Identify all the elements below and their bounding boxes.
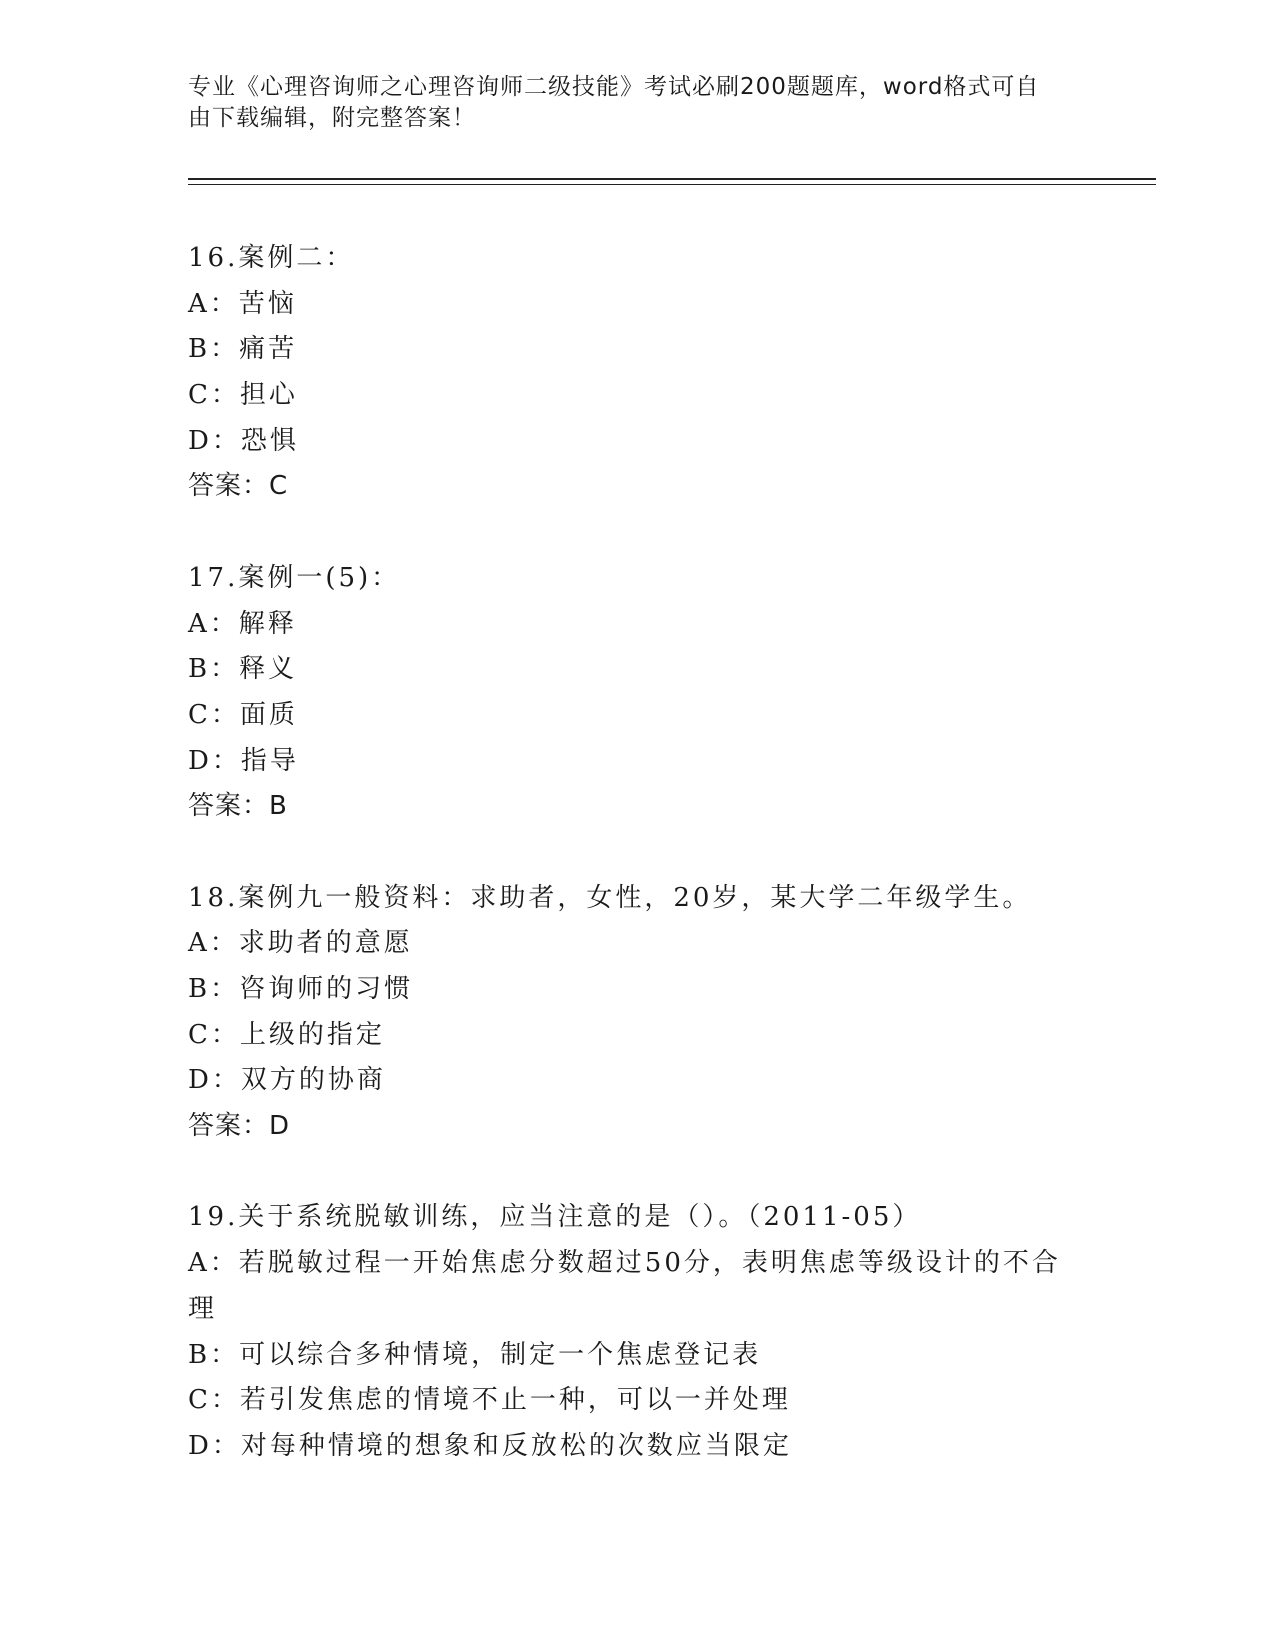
option-d: D：双方的协商 <box>188 1065 386 1096</box>
option-d: D：指导 <box>188 745 299 776</box>
document-header <box>188 72 1068 134</box>
option-b: B：释义 <box>188 654 298 685</box>
answer: 答案：C <box>188 471 289 502</box>
header-line-2: 由下载编辑，附完整答案！ <box>188 105 476 131</box>
option-c: C：若引发焦虑的情境不止一种，可以一并处理 <box>188 1385 791 1416</box>
option-c: C：担心 <box>188 380 298 411</box>
question-stem: 18.案例九一般资料：求助者，女性，20岁，某大学二年级学生。 <box>188 882 1032 913</box>
option-a: A：解释 <box>188 608 297 639</box>
question-stem: 17.案例一(5)： <box>188 562 401 593</box>
answer: 答案：D <box>188 1111 291 1142</box>
question-stem: 19.关于系统脱敏训练，应当注意的是（）。（2011-05） <box>188 1202 922 1233</box>
question-16 <box>188 236 1088 510</box>
spacer <box>188 1150 1088 1196</box>
option-d: D：恐惧 <box>188 425 299 456</box>
option-c: C：上级的指定 <box>188 1019 385 1050</box>
question-18 <box>188 876 1088 1150</box>
option-a: A：若脱敏过程一开始焦虑分数超过50分，表明焦虑等级设计的不合理 <box>188 1248 1061 1324</box>
option-a: A：苦恼 <box>188 288 297 319</box>
header-divider-bottom <box>188 184 1156 185</box>
spacer <box>188 830 1088 876</box>
spacer <box>188 510 1088 556</box>
question-list <box>188 236 1088 1470</box>
answer: 答案：B <box>188 791 288 822</box>
option-d: D：对每种情境的想象和反放松的次数应当限定 <box>188 1430 792 1461</box>
header-divider-top <box>188 178 1156 180</box>
option-b: B：痛苦 <box>188 334 298 365</box>
option-a: A：求助者的意愿 <box>188 928 413 959</box>
option-b: B：咨询师的习惯 <box>188 974 414 1004</box>
option-b: B：可以综合多种情境，制定一个焦虑登记表 <box>188 1339 762 1370</box>
header-line-1: 专业《心理咨询师之心理咨询师二级技能》考试必刷200题题库，word格式可自 <box>188 74 1040 100</box>
question-19 <box>188 1195 1088 1469</box>
option-c: C：面质 <box>188 699 298 730</box>
question-17 <box>188 556 1088 830</box>
question-stem: 16.案例二： <box>188 243 355 273</box>
